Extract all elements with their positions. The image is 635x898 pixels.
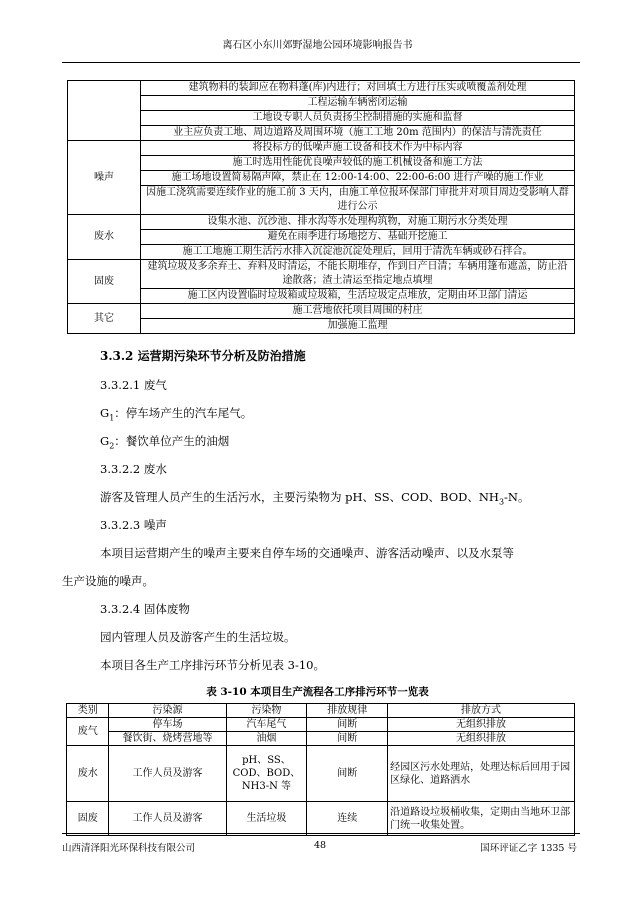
header-category: 类别 [67,704,109,718]
pollution-summary-table [66,703,575,836]
measure-cell: 施工场地设置简易隔声障，禁止在 12:00-14:00、22:00-6:00 进行产噪的施工作业 [141,171,575,186]
category-cell: 噪声 [68,141,141,215]
measure-cell: 工地设专职人员负责扬尘控制措施的实施和监督 [141,111,575,126]
footer-page-number: 48 [313,840,327,851]
header-pollutant: 污染物 [226,704,307,718]
header-method: 排放方式 [388,704,575,718]
row-source: 工作人员及游客 [109,802,226,836]
row-source: 餐饮街、烧烤营地等 [109,732,226,746]
row-rule: 间断 [307,746,388,802]
measure-cell: 建筑物料的装卸应在物料蓬(库)内进行；对回填土方进行压实或喷覆盖剂处理 [141,81,575,96]
table-row [68,186,575,215]
water-text: 游客及管理人员产生的生活污水，主要污染物为 pH、SS、COD、BOD、$NH_3-N$。 [100,490,530,507]
measure-cell: 施工区内设置临时垃圾箱或垃圾箱，生活垃圾定点堆放，定期由环卫部门清运 [141,289,575,304]
row-rule: 间断 [307,718,388,732]
row-rule: 连续 [307,802,388,836]
row-category: 固废 [67,802,109,836]
measure-cell: 将投标方的低噪声施工设备和技术作为中标内容 [141,141,575,156]
measure-cell: 设集水池、沉沙池、排水沟等水处理构筑物，对施工期污水分类处理 [141,215,575,230]
table-caption: 表 3-10 本项目生产流程各工序排污环节一览表 [206,686,429,698]
row-rule: 间断 [307,732,388,746]
g2-line: $G_2$：餐饮单位产生的油烟 [100,434,230,451]
measure-cell: 施工工地施工期生活污水排入沉淀池沉淀处理后，回用于清洗车辆或砂石拌合。 [141,245,575,260]
page-header-title: 离石区小东川郊野湿地公园环境影响报告书 [222,40,413,51]
table-row [68,304,575,319]
measure-cell: 业主应负责工地、周边道路及周围环境（施工工地 20m 范围内）的保洁与清洗责任 [141,126,575,141]
gas-heading: 3.3.2.1 废气 [100,378,167,392]
table-row [67,718,575,732]
table-row [67,746,575,802]
category-cell: 其它 [68,304,141,334]
solid-heading: 3.3.2.4 固体废物 [100,602,190,616]
row-method: 沿道路设垃圾桶收集，定期由当地环卫部门统一收集处置。 [388,802,575,836]
category-cell: 固废 [68,260,141,304]
table-row [68,141,575,156]
table-row [67,732,575,746]
measure-cell: 避免在雨季进行场地挖方、基础开挖施工 [141,230,575,245]
row-category: 废水 [67,746,109,802]
header-rule: 排放规律 [307,704,388,718]
category-cell: 废水 [68,215,141,260]
row-pollutant: 生活垃圾 [226,802,307,836]
row-category: 废气 [67,718,109,746]
row-source: 工作人员及游客 [109,746,226,802]
table-row [68,230,575,245]
row-method: 无组织排放 [388,732,575,746]
table-row [68,260,575,289]
footer-divider [62,833,580,834]
noise-line-2: 生产设施的噪声。 [62,574,154,588]
measure-cell: 工程运输车辆密闭运输 [141,96,575,111]
table-row [68,319,575,334]
row-method: 无组织排放 [388,718,575,732]
table-row [68,215,575,230]
row-source: 停车场 [109,718,226,732]
measure-cell: 因施工浇筑需要连续作业的施工前 3 天内，由施工单位报环保部门审批并对项目周边受影响人群进行公示 [141,186,575,215]
row-method: 经园区污水处理站，处理达标后回用于园区绿化、道路洒水 [388,746,575,802]
water-heading: 3.3.2.2 废水 [100,462,167,476]
table-header-row [67,704,575,718]
table-row [68,126,575,141]
table-row [67,802,575,836]
table-row [68,81,575,96]
measure-cell: 建筑垃圾及多余弃土、弃料及时清运，不能长期堆存，作到日产日清；车辆用篷布遮盖，防止沿途散落；渣土清运至指定地点填埋 [141,260,575,289]
table-row [68,111,575,126]
row-pollutant: 油烟 [226,732,307,746]
table-row [68,96,575,111]
header-source: 污染源 [109,704,226,718]
measure-cell: 加强施工监理 [141,319,575,334]
table-row [68,156,575,171]
table-row [68,289,575,304]
measure-cell: 施工时选用性能优良噪声较低的施工机械设备和施工方法 [141,156,575,171]
noise-line-1: 本项目运营期产生的噪声主要来自停车场的交通噪声、游客活动噪声、以及水泵等 [100,546,514,560]
measure-cell: 施工营地依托项目周围的村庄 [141,304,575,319]
table-row [68,171,575,186]
noise-heading: 3.3.2.3 噪声 [100,518,167,532]
solid-text: 园内管理人员及游客产生的生活垃圾。 [100,630,296,644]
footer-company: 山西清泽阳光环保科技有限公司 [62,843,196,854]
category-cell [68,81,141,141]
section-heading: 3.3.2 运营期污染环节分析及防治措施 [100,349,306,363]
summary-text: 本项目各生产工序排污环节分析见表 3-10。 [100,658,325,672]
row-pollutant: pH、SS、COD、BOD、NH3-N 等 [226,746,307,802]
header-divider [62,62,580,63]
row-pollutant: 汽车尾气 [226,718,307,732]
g1-line: $G_1$：停车场产生的汽车尾气。 [100,406,253,423]
construction-measures-table [67,80,575,334]
footer-cert: 国环评证乙字 1335 号 [480,843,577,854]
table-row [68,245,575,260]
